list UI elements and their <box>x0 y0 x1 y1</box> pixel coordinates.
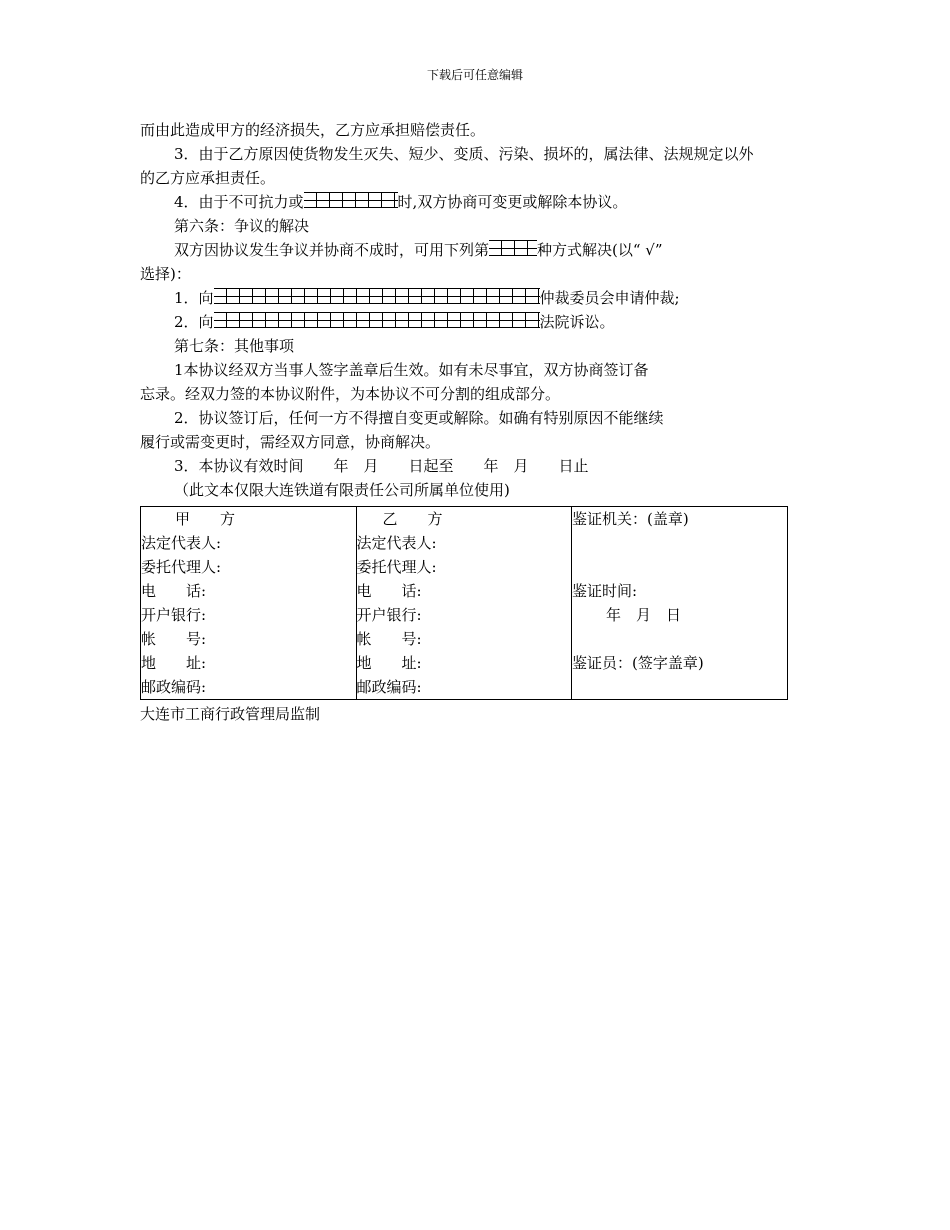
usage-note: （此文本仅限大连铁道有限责任公司所属单位使用) <box>174 481 510 499</box>
supervision-footer: 大连市工商行政管理局监制 <box>140 705 321 723</box>
para-text: 双方因协议发生争议并协商不成时，可用下列第 <box>174 241 490 259</box>
party-a-title: 甲 方 <box>175 510 236 528</box>
verify-officer: 鉴证员：(签字盖章) <box>572 654 704 672</box>
fill-blank[interactable] <box>489 240 537 256</box>
party-b-title: 乙 方 <box>382 510 443 528</box>
party-b-field: 帐 号: <box>356 630 422 648</box>
para-line: 的乙方应承担责任。 <box>140 169 276 187</box>
verification-cell <box>572 507 788 700</box>
para-line: 忘录。经双力签的本协议附件，为本协议不可分割的组成部分。 <box>140 385 561 403</box>
para-line: 1本协议经双方当事人签字盖章后生效。如有未尽事宜，双方协商签订备 <box>174 361 649 379</box>
party-a-field: 开户银行: <box>141 606 207 624</box>
validity-line: 3．本协议有效时间 年 月 日起至 年 月 日止 <box>174 457 589 475</box>
section-heading: 第六条：争议的解决 <box>174 217 310 235</box>
party-b-field: 地 址: <box>356 654 422 672</box>
para-line: 2．协议签订后，任何一方不得擅自变更或解除。如确有特别原因不能继续 <box>174 409 664 427</box>
party-b-field: 电 话: <box>356 582 422 600</box>
para-text: 2．向 <box>174 313 214 331</box>
para-line: 履行或需变更时，需经双方同意，协商解决。 <box>140 433 441 451</box>
verify-date: 年 月 日 <box>606 606 682 624</box>
party-b-field: 法定代表人: <box>356 534 437 552</box>
para-text: 法院诉讼。 <box>539 313 615 331</box>
para-text: 时,双方协商可变更或解除本协议。 <box>397 193 628 211</box>
document-body <box>140 118 810 726</box>
para-text: 1．向 <box>174 289 214 307</box>
party-b-field: 委托代理人: <box>356 558 437 576</box>
dispute-line <box>140 238 810 262</box>
force-majeure-line <box>140 190 810 214</box>
verify-time: 鉴证时间: <box>572 582 638 600</box>
para-line: 3．由于乙方原因使货物发生灭失、短少、变质、污染、损坏的，属法律、法规规定以外 <box>174 145 754 163</box>
party-a-field: 地 址: <box>141 654 207 672</box>
party-a-field: 帐 号: <box>141 630 207 648</box>
para-line: 选择)： <box>140 265 191 283</box>
party-a-field: 委托代理人: <box>141 558 222 576</box>
party-b-cell <box>356 507 571 700</box>
para-text: 仲裁委员会申请仲裁; <box>539 289 680 307</box>
party-a-cell <box>141 507 357 700</box>
page-header: 下载后可任意编辑 <box>426 68 523 82</box>
section-heading: 第七条：其他事项 <box>174 337 295 355</box>
court-line <box>140 310 810 334</box>
party-a-field: 电 话: <box>141 582 207 600</box>
party-b-field: 开户银行: <box>356 606 422 624</box>
para-line: 而由此造成甲方的经济损失，乙方应承担赔偿责任。 <box>140 121 486 139</box>
party-b-field: 邮政编码: <box>356 678 422 696</box>
party-a-field: 法定代表人: <box>141 534 222 552</box>
fill-blank[interactable] <box>214 312 540 328</box>
para-text: 种方式解决(以“ √” <box>537 241 663 259</box>
verify-authority: 鉴证机关：(盖章) <box>572 510 689 528</box>
para-text: 4．由于不可抗力或 <box>174 193 304 211</box>
fill-blank[interactable] <box>214 288 540 304</box>
arbitration-line <box>140 286 810 310</box>
party-a-field: 邮政编码: <box>141 678 207 696</box>
fill-blank[interactable] <box>304 192 398 208</box>
signature-table <box>140 506 788 700</box>
